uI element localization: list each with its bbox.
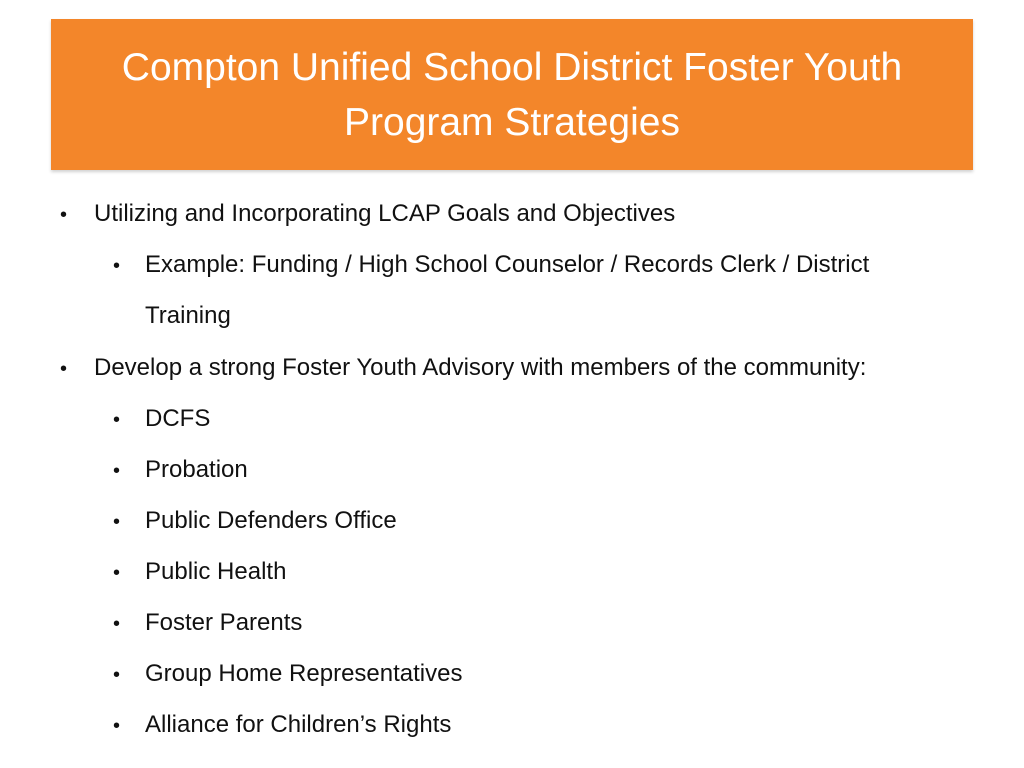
bullet-icon: • bbox=[113, 664, 121, 686]
list-item: Group Home Representatives bbox=[145, 660, 463, 687]
list-item: Probation bbox=[145, 456, 248, 483]
slide-title: Compton Unified School District Foster Youth Program Strategies bbox=[121, 45, 903, 144]
list-item-continuation: Training bbox=[145, 302, 231, 329]
bullet-icon: • bbox=[60, 358, 68, 380]
list-item: Foster Parents bbox=[145, 609, 303, 636]
bullet-icon: • bbox=[113, 511, 121, 533]
list-item: Public Defenders Office bbox=[145, 507, 397, 534]
bullet-icon: • bbox=[113, 562, 121, 584]
bullet-icon: • bbox=[113, 460, 121, 482]
bullet-icon: • bbox=[60, 204, 68, 226]
bullet-icon: • bbox=[113, 409, 121, 431]
list-item: DCFS bbox=[145, 405, 211, 432]
list-item: Alliance for Children’s Rights bbox=[145, 711, 452, 738]
list-item: Develop a strong Foster Youth Advisory with members of the community: bbox=[94, 354, 867, 381]
bullet-icon: • bbox=[113, 715, 121, 737]
bullet-icon: • bbox=[113, 255, 121, 277]
list-item: Public Health bbox=[145, 558, 287, 585]
bullet-icon: • bbox=[113, 613, 121, 635]
list-item: Utilizing and Incorporating LCAP Goals and Objectives bbox=[94, 200, 676, 227]
list-item: Example: Funding / High School Counselor / Records Clerk / District bbox=[145, 251, 870, 278]
